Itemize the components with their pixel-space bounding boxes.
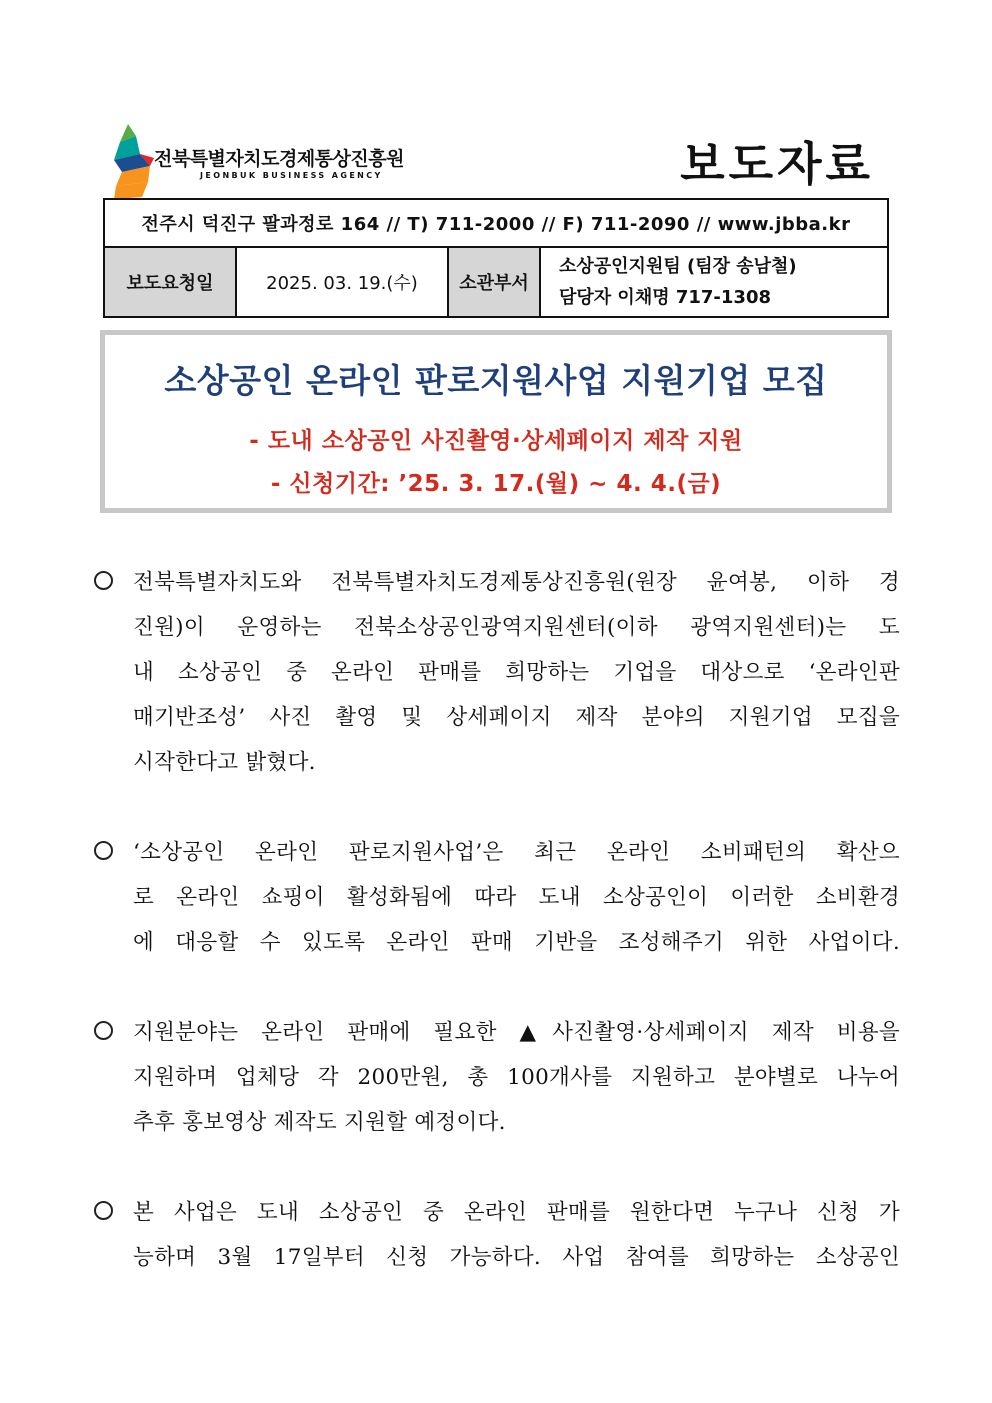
circle-bullet-icon <box>94 841 113 860</box>
meta-row <box>104 247 888 317</box>
headline-title: 소상공인 온라인 판로지원사업 지원기업 모집 <box>164 361 828 400</box>
headline-subtitle-2: - 신청기간: ’25. 3. 17.(월) ~ 4. 4.(금) <box>270 471 722 497</box>
body-paragraph <box>90 830 900 965</box>
paragraph-line: 시작한다고 밝혔다. <box>133 750 316 775</box>
circle-bullet-icon <box>94 571 113 590</box>
headline-subtitle-1: - 도내 소상공인 사진촬영·상세페이지 제작 지원 <box>249 428 743 454</box>
paragraph-line: 지원하며 업체당 각 200만원, 총 100개사를 지원하고 분야별로 나누어 <box>133 1065 900 1090</box>
paragraph-line: 진원)이 운영하는 전북소상공인광역지원센터(이하 광역지원센터)는 도 <box>133 615 900 640</box>
department-team: 소상공인지원팀 (팀장 송남철) <box>559 256 797 277</box>
circle-bullet-icon <box>94 1201 113 1220</box>
paragraph-line: 전북특별자치도와 전북특별자치도경제통상진흥원(원장 윤여봉, 이하 경 <box>133 570 900 595</box>
body-paragraph <box>90 1190 900 1280</box>
paragraph-line: 내 소상공인 중 온라인 판매를 희망하는 기업을 대상으로 ‘온라인판 <box>133 660 900 685</box>
paragraph-line: 매기반조성’ 사진 촬영 및 상세페이지 제작 분야의 지원기업 모집을 <box>133 705 900 730</box>
circle-bullet-icon <box>94 1021 113 1040</box>
paragraph-line: 추후 홍보영상 제작도 지원할 예정이다. <box>133 1110 506 1135</box>
info-table <box>103 198 889 318</box>
paragraph-line: 에 대응할 수 있도록 온라인 판매 기반을 조성해주기 위한 사업이다. <box>133 930 900 955</box>
paragraph-line: ‘소상공인 온라인 판로지원사업’은 최근 온라인 소비패턴의 확산으 <box>133 840 900 865</box>
paragraph-line: 지원분야는 온라인 판매에 필요한 ▲사진촬영·상세페이지 제작 비용을 <box>133 1020 900 1045</box>
address-line: 전주시 덕진구 팔과정로 164 // T) 711-2000 // F) 711-2090 // www.jbba.kr <box>104 199 888 247</box>
department-info <box>540 247 888 317</box>
request-date-value: 2025. 03. 19.(수) <box>236 247 448 317</box>
department-label: 소관부서 <box>448 247 540 317</box>
body-paragraph <box>90 1010 900 1145</box>
paragraph-line: 능하며 3월 17일부터 신청 가능하다. 사업 참여를 희망하는 소상공인 <box>133 1245 900 1270</box>
org-name-english: JEONBUK BUSINESS AGENCY <box>200 171 383 180</box>
request-date-label: 보도요청일 <box>104 247 236 317</box>
paragraph-line: 본 사업은 도내 소상공인 중 온라인 판매를 원한다면 누구나 신청 가 <box>133 1200 900 1225</box>
paragraph-line: 로 온라인 쇼핑이 활성화됨에 따라 도내 소상공인이 이러한 소비환경 <box>133 885 900 910</box>
org-name-korean: 전북특별자치도경제통상진흥원 <box>154 148 404 170</box>
department-contact: 담당자 이채명 717-1308 <box>559 287 772 308</box>
org-logo <box>110 124 430 199</box>
jbba-logo-icon <box>110 124 154 199</box>
address-row <box>104 199 888 247</box>
body-paragraph <box>90 560 900 785</box>
headline-box <box>100 330 892 513</box>
document-type-title: 보도자료 <box>680 137 874 191</box>
